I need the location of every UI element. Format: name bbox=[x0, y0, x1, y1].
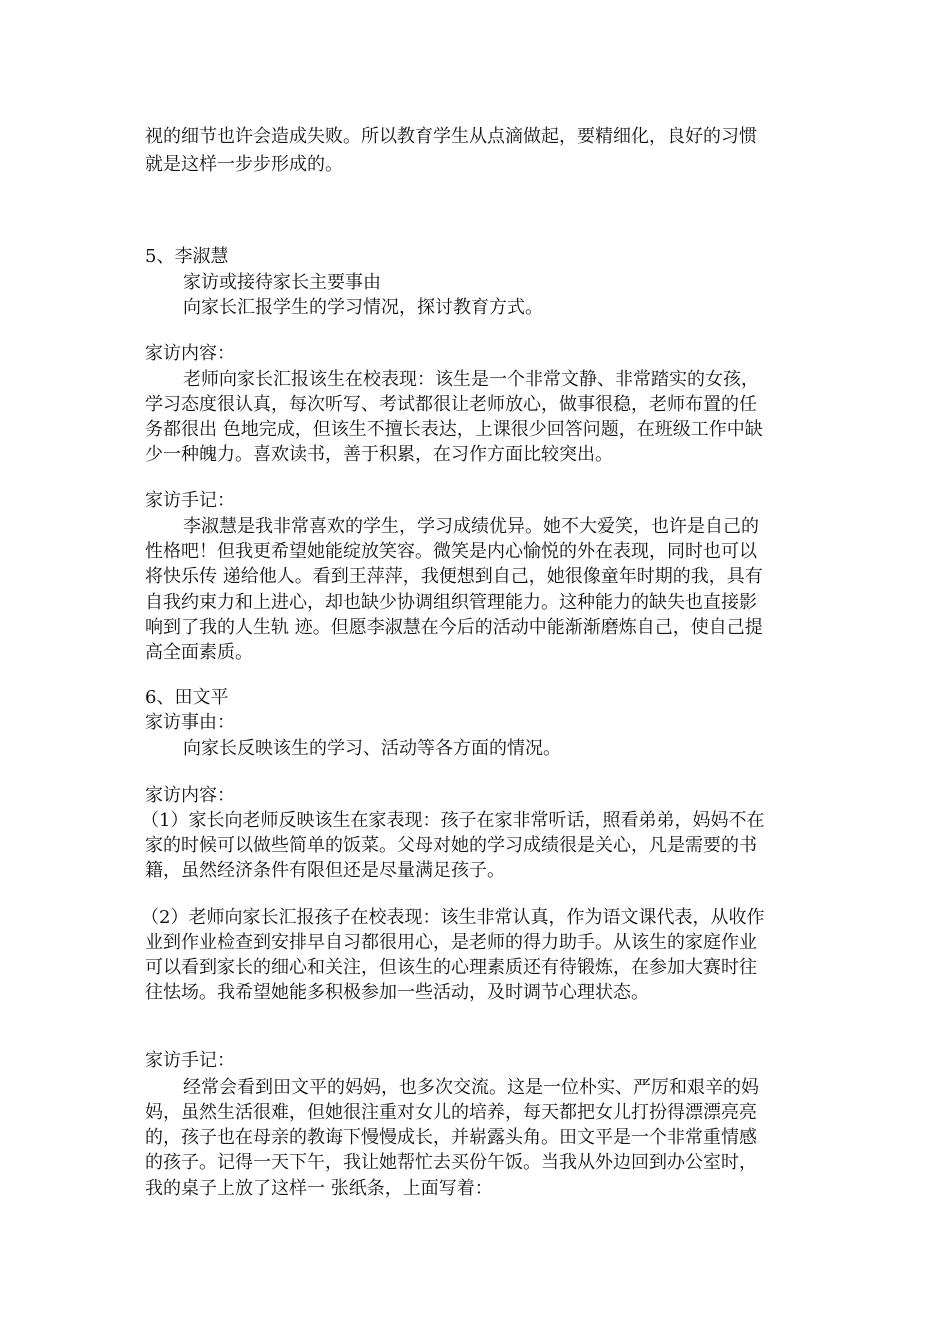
text-line: 高全面素质。 bbox=[145, 642, 253, 663]
text-line: 的孩子。记得一天下午，我让她帮忙去买份午饭。当我从外边回到办公室时， bbox=[145, 1152, 757, 1173]
text-line: （1）家长向老师反映该生在家表现：孩子在家非常听话，照看弟弟，妈妈不在 bbox=[141, 810, 765, 831]
text-line: 可以看到家长的细心和关注，但该生的心理素质还有待锻炼，在参加大赛时往 bbox=[145, 957, 757, 978]
text-line: 老师向家长汇报该生在校表现：该生是一个非常文静、非常踏实的女孩， bbox=[183, 369, 759, 390]
text-line: 自我约束力和上进心，却也缺少协调组织管理能力。这种能力的缺失也直接影 bbox=[145, 592, 757, 613]
text-line: 李淑慧是我非常喜欢的学生，学习成绩优异。她不大爱笑，也许是自己的 bbox=[183, 516, 759, 537]
text-line: （2）老师向家长汇报孩子在校表现：该生非常认真，作为语文课代表，从收作 bbox=[141, 907, 765, 928]
section-heading: 6、田文平 bbox=[145, 687, 229, 708]
text-line: 务都很出 色地完成，但该生不擅长表达，上课很少回答问题，在班级工作中缺 bbox=[145, 419, 763, 440]
text-line: 少一种魄力。喜欢读书，善于积累，在习作方面比较突出。 bbox=[145, 444, 613, 465]
text-line: 就是这样一步步形成的。 bbox=[145, 154, 343, 175]
text-line: 业到作业检查到安排早自习都很用心，是老师的得力助手。从该生的家庭作业 bbox=[145, 932, 757, 953]
text-line: 向家长汇报学生的学习情况，探讨教育方式。 bbox=[183, 297, 543, 318]
section-heading: 5、李淑慧 bbox=[145, 246, 229, 267]
text-line: 经常会看到田文平的妈妈，也多次交流。这是一位朴实、严厉和艰辛的妈 bbox=[183, 1077, 759, 1098]
subheading: 家访事由： bbox=[145, 712, 235, 733]
text-line: 学习态度很认真，每次听写、考试都很让老师放心，做事很稳，老师布置的任 bbox=[145, 394, 757, 415]
text-line: 往怯场。我希望她能多积极参加一些活动，及时调节心理状态。 bbox=[145, 982, 649, 1003]
text-line: 籍，虽然经济条件有限但还是尽量满足孩子。 bbox=[145, 860, 505, 881]
subheading: 家访内容： bbox=[145, 785, 235, 806]
text-line: 响到了我的人生轨 迹。但愿李淑慧在今后的活动中能渐渐磨炼自己，使自己提 bbox=[145, 617, 763, 638]
text-line: 的，孩子也在母亲的教诲下慢慢成长，并崭露头角。田文平是一个非常重情感 bbox=[145, 1127, 757, 1148]
text-line: 向家长反映该生的学习、活动等各方面的情况。 bbox=[183, 738, 561, 759]
text-line: 将快乐传 递给他人。看到王萍萍，我便想到自己，她很像童年时期的我，具有 bbox=[145, 566, 763, 587]
text-line: 性格吧！但我更希望她能绽放笑容。微笑是内心愉悦的外在表现，同时也可以 bbox=[145, 541, 757, 562]
text-line: 家访或接待家长主要事由 bbox=[183, 272, 381, 293]
text-line: 视的细节也许会造成失败。所以教育学生从点滴做起，要精细化，良好的习惯 bbox=[145, 126, 757, 147]
text-line: 妈，虽然生活很难，但她很注重对女儿的培养，每天都把女儿打扮得漂漂亮亮 bbox=[145, 1102, 757, 1123]
text-line: 家的时候可以做些简单的饭菜。父母对她的学习成绩很是关心，凡是需要的书 bbox=[145, 835, 757, 856]
subheading: 家访手记： bbox=[145, 490, 235, 511]
subheading: 家访内容： bbox=[145, 343, 235, 364]
subheading: 家访手记： bbox=[145, 1050, 235, 1071]
text-line: 我的桌子上放了这样一 张纸条，上面写着： bbox=[145, 1178, 493, 1199]
